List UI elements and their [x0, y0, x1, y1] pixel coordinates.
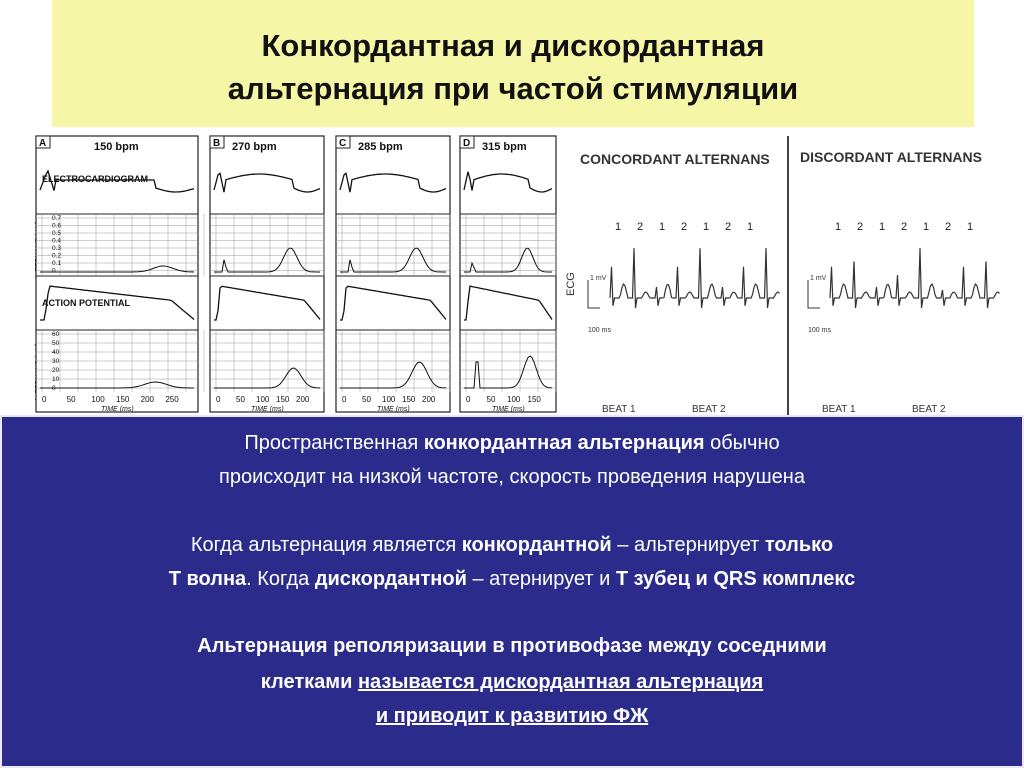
text-span-bold: дискордантной	[314, 568, 467, 590]
info-paragraph-1-line-2: происходит на низкой частоте, скорость проведения нарушена	[219, 466, 805, 488]
text-span-bold: конкордантная альтернация	[423, 432, 705, 454]
concordant-beat-number: 2	[681, 221, 688, 233]
concordant-beat-number: 1	[747, 221, 754, 233]
x-tick-label: 100	[382, 395, 396, 404]
discordant-ms-label: 100 ms	[808, 327, 831, 334]
y-tick-label-ecg: 0.7	[52, 215, 62, 222]
panel-letter: D	[463, 138, 471, 149]
panel-frame	[210, 136, 324, 412]
panel-letter: C	[339, 138, 347, 149]
y-tick-label-ap: 50	[52, 340, 60, 347]
x-tick-label: 200	[296, 395, 310, 404]
text-span-underlined: называется дискордантная альтернация	[357, 671, 764, 693]
text-span: Когда альтернация является	[190, 534, 462, 556]
info-paragraph-3-line-2	[2, 670, 1022, 694]
x-tick-label: 50	[66, 395, 76, 404]
x-tick-label: 150	[402, 395, 416, 404]
ecg-label: ELECTROCARDIOGRAM	[42, 174, 148, 184]
panel-d	[460, 136, 556, 413]
discordant-beat2-label: BEAT 2	[912, 404, 946, 415]
panel-rate: 270 bpm	[232, 141, 277, 153]
x-axis-label: TIME (ms)	[492, 406, 525, 413]
info-paragraph-2-line-1	[2, 533, 1022, 557]
concordant-beat-number: 1	[659, 221, 666, 233]
ap-label: ACTION POTENTIAL	[42, 298, 130, 308]
concordant-title: CONCORDANT ALTERNANS	[580, 151, 770, 167]
panel-letter: A	[39, 138, 47, 149]
discordant-beat-number: 1	[967, 221, 974, 233]
text-span-bold: Т зубец и QRS комплекс	[615, 568, 856, 590]
discordant-beat-number: 2	[857, 221, 864, 233]
x-axis-label: TIME (ms)	[377, 406, 410, 413]
concordant-beat-number: 1	[615, 221, 622, 233]
discordant-beat1-label: BEAT 1	[822, 404, 856, 415]
y-tick-label-ecg: 0.2	[52, 252, 62, 260]
x-tick-label: 50	[486, 395, 496, 404]
text-span: . Когда	[246, 568, 315, 590]
text-span: – альтернирует	[611, 534, 765, 556]
x-tick-label: 100	[507, 395, 521, 404]
x-tick-label: 250	[165, 395, 179, 404]
title-line-1: Конкордантная и дискордантная	[261, 28, 765, 63]
panel-rate: 150 bpm	[94, 141, 139, 153]
y-tick-label-ap: 60	[52, 331, 60, 338]
x-tick-label: 0	[466, 395, 471, 404]
discordant-scale-bar	[808, 280, 820, 308]
info-paragraph-2-line-2	[2, 567, 1022, 591]
x-tick-label: 100	[91, 395, 105, 404]
figure-svg	[28, 130, 1024, 420]
panel-c	[336, 136, 450, 413]
x-tick-label: 200	[140, 395, 155, 404]
text-span-underlined: и приводит к развитию ФЖ	[375, 705, 649, 727]
text-span: обычно	[704, 432, 780, 454]
discordant-title: DISCORDANT ALTERNANS	[800, 149, 982, 165]
y-tick-label-ecg: 0.4	[52, 237, 62, 245]
discordant-beat-number: 1	[835, 221, 842, 233]
text-span-bold: только	[764, 534, 834, 556]
panel-frame	[336, 136, 450, 412]
figure-area	[28, 130, 1024, 420]
y-tick-label-ecg: 0.6	[52, 222, 62, 230]
title-banner	[52, 0, 974, 127]
x-tick-label: 100	[256, 395, 270, 404]
info-box	[0, 415, 1024, 768]
x-tick-label: 150	[116, 395, 130, 404]
x-tick-label: 50	[362, 395, 371, 404]
concordant-ecg-trace	[610, 248, 780, 308]
y-tick-label-ap: 10	[52, 376, 60, 383]
y-tick-label-ap: 20	[52, 367, 60, 374]
y-tick-label-ap: 30	[52, 358, 60, 365]
discordant-beat-number: 2	[945, 221, 952, 233]
panel-rate: 315 bpm	[482, 141, 527, 153]
y-tick-label-ap: 40	[52, 349, 60, 356]
discordant-beat-number: 2	[901, 221, 908, 233]
discordant-mv-label: 1 mV	[810, 275, 827, 282]
x-tick-label: 0	[216, 395, 221, 404]
discordant-beat-number: 1	[923, 221, 930, 233]
panel-letter: B	[213, 138, 221, 149]
x-tick-label: 150	[276, 395, 290, 404]
x-tick-label: 0	[342, 395, 347, 404]
concordant-beat1-label: BEAT 1	[602, 404, 636, 415]
text-span-bold: конкордантной	[461, 534, 612, 556]
x-tick-label: 200	[422, 395, 436, 404]
y-tick-label-ecg: 0.5	[52, 230, 62, 237]
x-tick-label: 0	[42, 395, 47, 404]
concordant-ms-label: 100 ms	[588, 327, 611, 334]
info-paragraph-1-line-1	[2, 431, 1022, 455]
concordant-beat2-label: BEAT 2	[692, 404, 726, 415]
concordant-beat-number: 2	[637, 221, 644, 233]
text-span: Пространственная	[244, 432, 424, 454]
x-tick-label: 50	[236, 395, 245, 404]
text-span-bold: Т волна	[168, 568, 247, 590]
left-figure-panels	[35, 136, 556, 413]
x-axis-label: TIME (ms)	[251, 406, 284, 413]
y-tick-label-ap: 0	[52, 385, 56, 392]
x-axis-label: TIME (ms)	[101, 406, 134, 413]
ecg-axis-label: ECG	[565, 272, 577, 296]
discordant-ecg-trace	[830, 248, 1000, 308]
info-paragraph-3-line-3	[2, 704, 1022, 728]
concordant-beat-number: 2	[725, 221, 732, 233]
info-paragraph-3-line-1: Альтернация реполяризации в противофазе между соседними	[197, 635, 827, 657]
text-span-bold: клетками	[260, 671, 358, 693]
y-tick-label-ecg: 0	[52, 267, 56, 275]
right-figure-ecg	[565, 136, 1000, 416]
concordant-scale-bar	[588, 280, 600, 308]
panel-frame	[460, 136, 556, 412]
discordant-beat-number: 1	[879, 221, 886, 233]
y-tick-label-ecg: 0.1	[52, 260, 62, 267]
text-span: – атернирует и	[466, 568, 616, 590]
concordant-mv-label: 1 mV	[590, 275, 607, 282]
concordant-beat-number: 1	[703, 221, 710, 233]
y-tick-label-ecg: 0.3	[52, 245, 62, 252]
panel-rate: 285 bpm	[358, 141, 403, 153]
title-line-2: альтернация при частой стимуляции	[227, 71, 799, 106]
x-tick-label: 150	[527, 395, 541, 404]
panel-b	[210, 136, 324, 413]
